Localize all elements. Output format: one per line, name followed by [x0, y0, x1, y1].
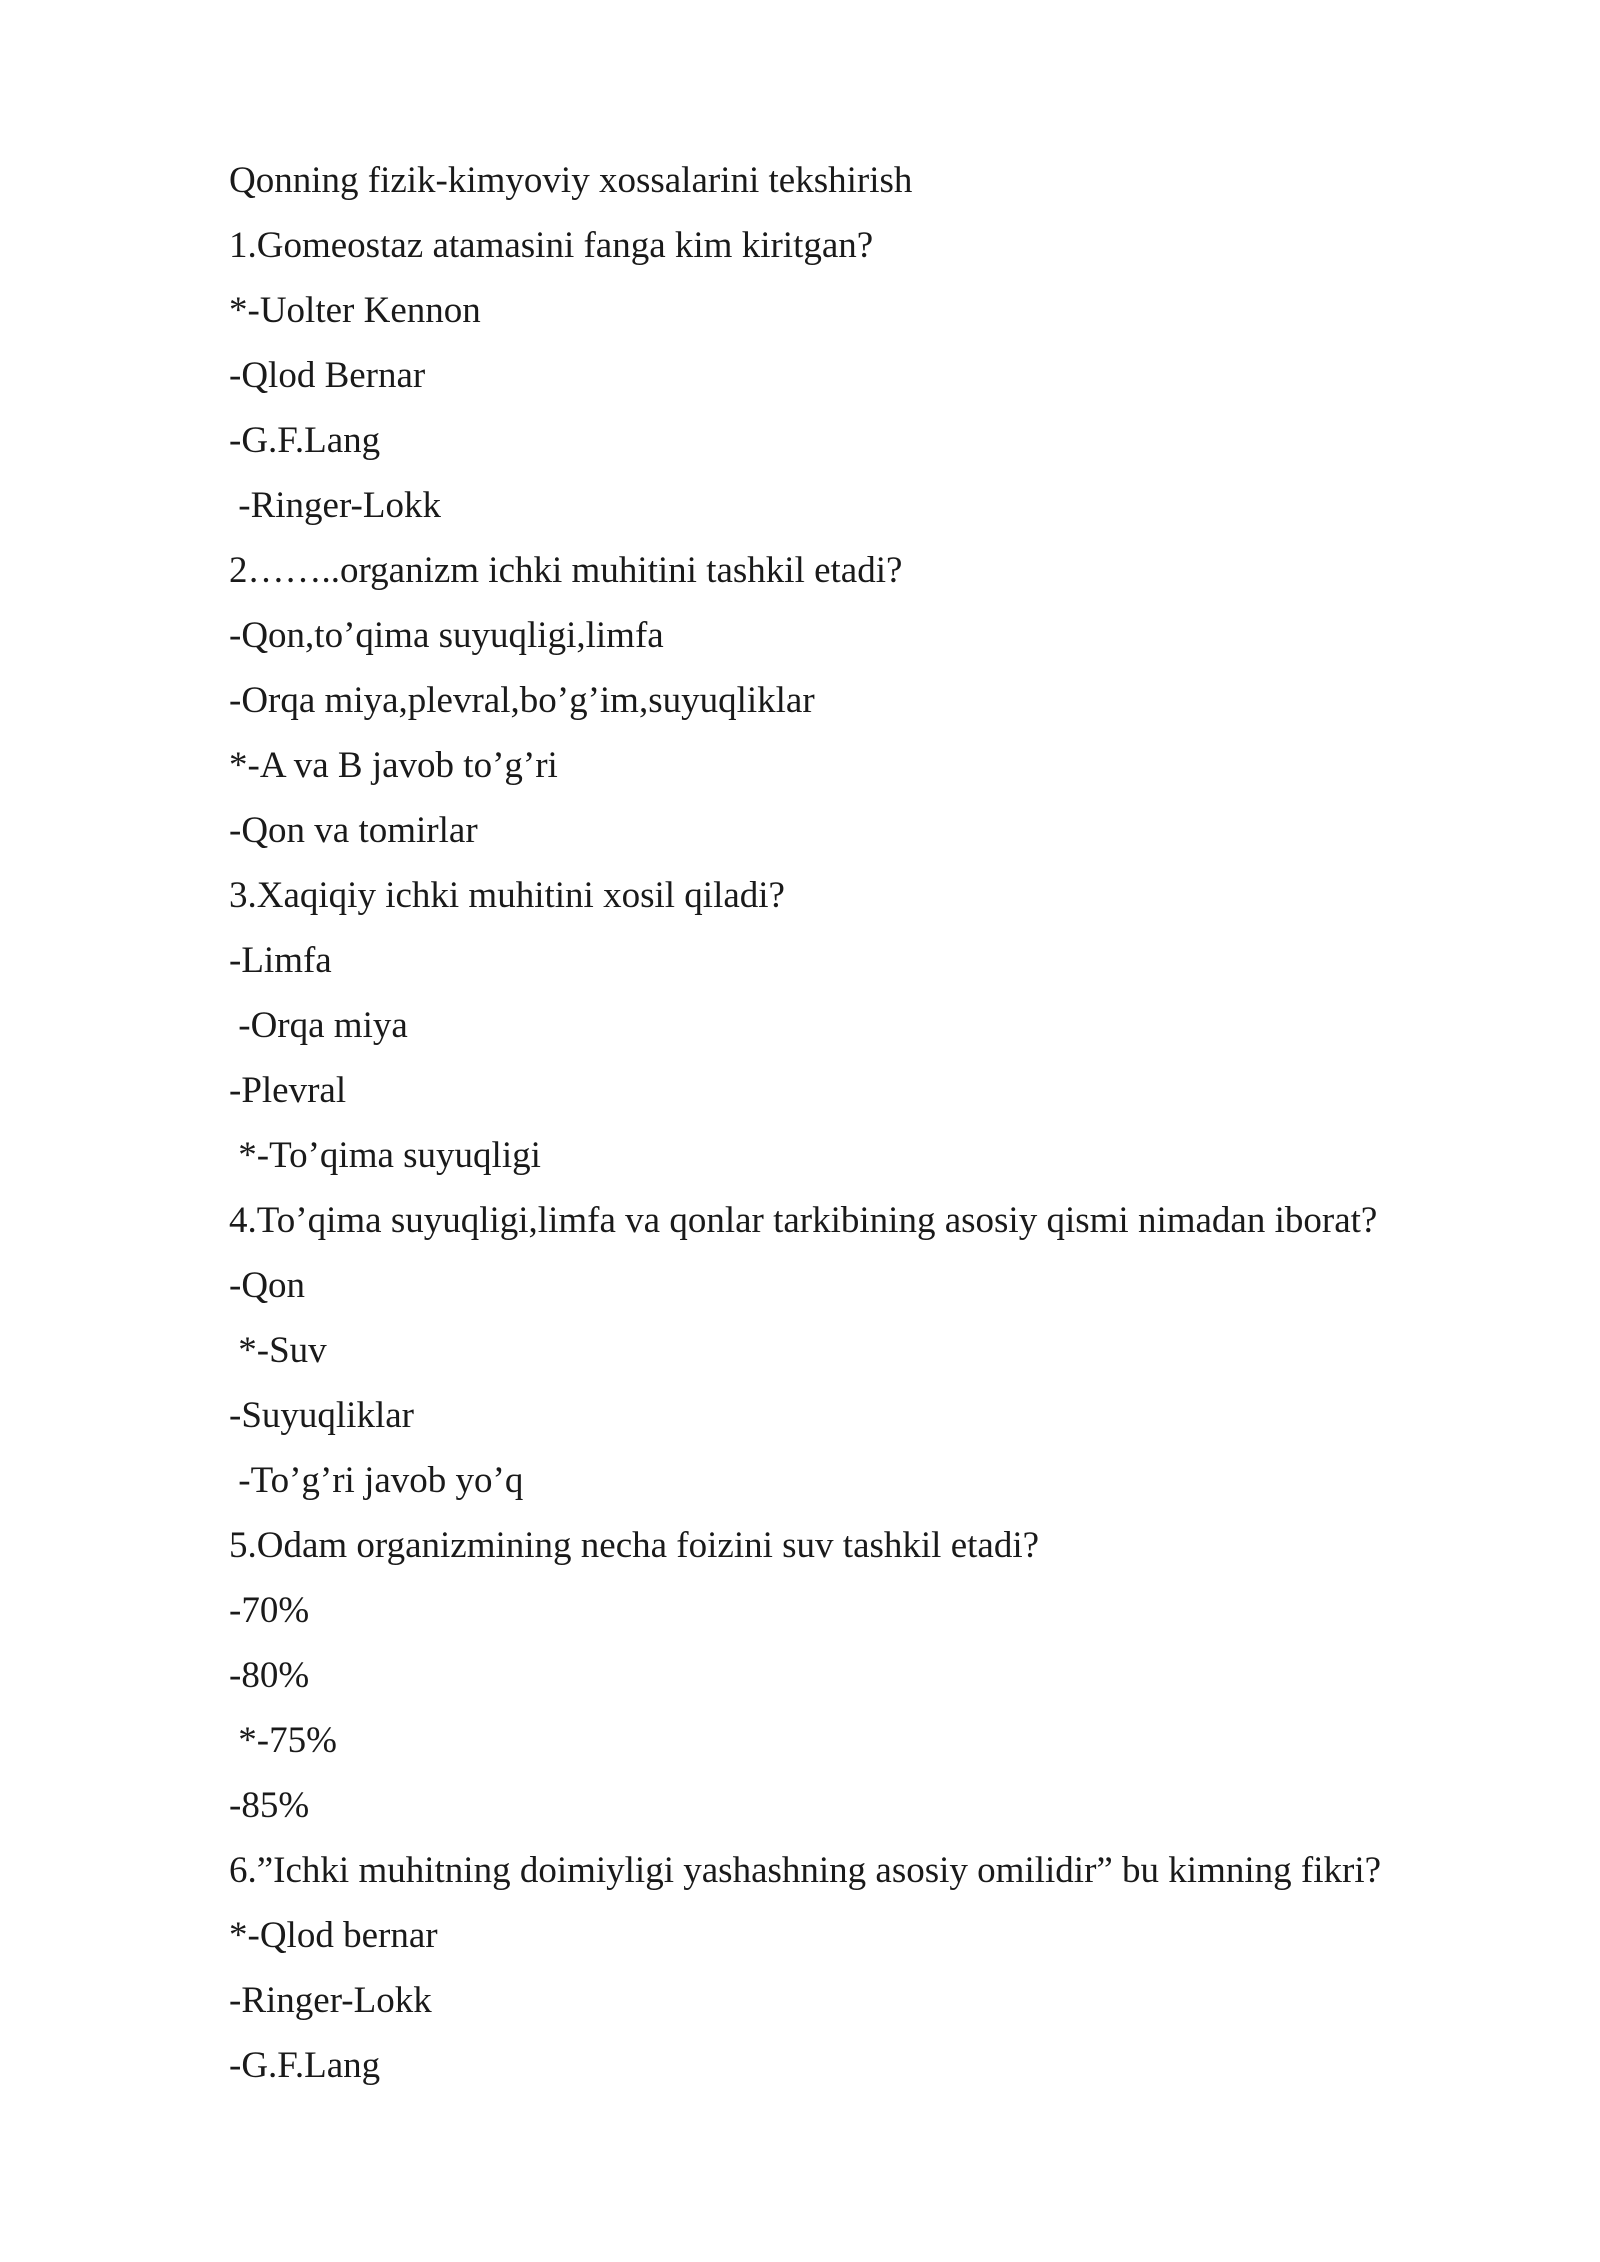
answer-option: -To’g’ri javob yo’q: [229, 1460, 524, 1501]
question-4: 4.To’qima suyuqligi,limfa va qonlar tarkibining asosiy qismi nimadan iborat?: [229, 1200, 1378, 1241]
answer-option: *-Suv: [229, 1330, 327, 1371]
answer-option: -Ringer-Lokk: [229, 485, 441, 526]
answer-option: -Suyuqliklar: [229, 1395, 414, 1436]
answer-option: -85%: [229, 1785, 310, 1826]
answer-option: -G.F.Lang: [229, 2045, 381, 2086]
question-6: 6.”Ichki muhitning doimiyligi yashashning asosiy omilidir” bu kimning fikri?: [229, 1850, 1382, 1891]
answer-option: -80%: [229, 1655, 310, 1696]
answer-option: -70%: [229, 1590, 310, 1631]
answer-option: -Orqa miya,plevral,bo’g’im,suyuqliklar: [229, 680, 815, 721]
document-title: Qonning fizik-kimyoviy xossalarini tekshirish: [229, 160, 913, 201]
question-5: 5.Odam organizmining necha foizini suv tashkil etadi?: [229, 1525, 1040, 1566]
answer-option: -Ringer-Lokk: [229, 1980, 432, 2021]
answer-option: -Qlod Bernar: [229, 355, 426, 396]
answer-option: -Limfa: [229, 940, 332, 981]
answer-option: -G.F.Lang: [229, 420, 381, 461]
answer-option: -Qon,to’qima suyuqligi,limfa: [229, 615, 664, 656]
answer-option: *-Uolter Kennon: [229, 290, 481, 331]
answer-option: -Plevral: [229, 1070, 347, 1111]
answer-option: *-A va B javob to’g’ri: [229, 745, 558, 786]
answer-option: *-Qlod bernar: [229, 1915, 438, 1956]
question-1: 1.Gomeostaz atamasini fanga kim kiritgan?: [229, 225, 874, 266]
answer-option: *-75%: [229, 1720, 337, 1761]
question-3: 3.Xaqiqiy ichki muhitini xosil qiladi?: [229, 875, 785, 916]
answer-option: *-To’qima suyuqligi: [229, 1135, 541, 1176]
answer-option: -Qon: [229, 1265, 306, 1306]
question-2: 2……..organizm ichki muhitini tashkil etadi?: [229, 550, 903, 591]
document-body: [229, 148, 1449, 2098]
answer-option: -Qon va tomirlar: [229, 810, 478, 851]
answer-option: -Orqa miya: [229, 1005, 408, 1046]
